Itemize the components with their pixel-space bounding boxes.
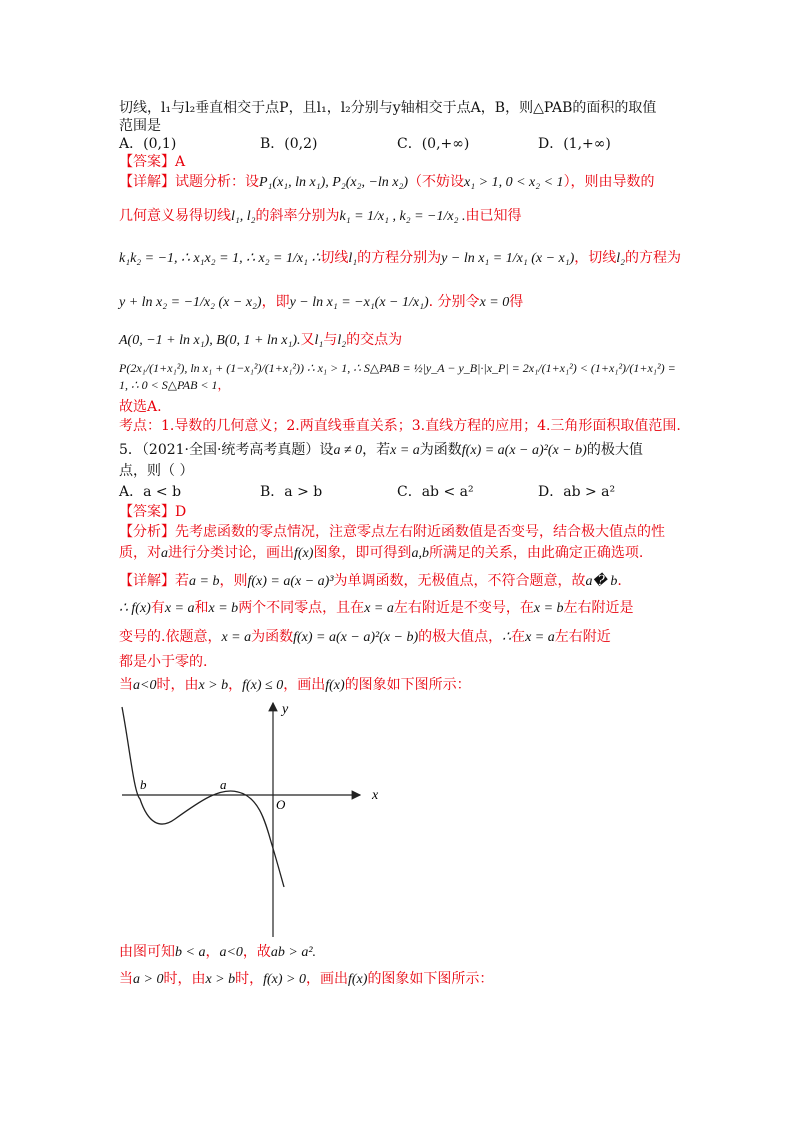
- y-axis-label: y: [282, 702, 289, 717]
- math: a = b: [189, 574, 220, 589]
- x-axis-label: x: [372, 788, 379, 803]
- math: f(x) ≤ 0: [242, 678, 284, 693]
- function-curve: [122, 707, 284, 887]
- text: 【详解】若: [119, 573, 189, 589]
- math: a,b: [411, 546, 429, 561]
- math: P(2x₁/(1+x₁²), ln x₁ + (1−x₁²)/(1+x₁²)) ∴ x₁ > 1, ∴ S△PAB = ½|y_A − y_B|·|x_P| = 2x₁/(1+x₁²) < (1+x₁²)/(1+x₁²) = 1, ∴ 0 < S△PAB < 1: [119, 361, 676, 392]
- text: ，: [228, 677, 243, 693]
- math: ab > a².: [270, 945, 317, 960]
- text: 和: [194, 600, 209, 616]
- text: 的交点为: [346, 332, 403, 348]
- text: 的极大值: [586, 442, 643, 458]
- text: 由已知得: [465, 208, 522, 224]
- math: x = a: [364, 601, 394, 616]
- point-a-label: a: [220, 777, 227, 792]
- q5-option-a: A．a < b: [119, 484, 182, 500]
- text: 的方程为: [625, 250, 682, 266]
- math: f(x) > 0: [263, 972, 306, 987]
- math: f(x) = a(x − a)³: [247, 574, 334, 589]
- math: x = 0: [479, 295, 510, 310]
- math: a > 0: [133, 972, 164, 987]
- text: 时，由: [156, 677, 199, 693]
- math: x = a: [525, 630, 555, 645]
- math: x₁ > 1, 0 < x₂ < 1: [464, 175, 564, 190]
- point-b-label: b: [140, 777, 147, 792]
- text: 的方程分别为: [357, 250, 442, 266]
- prev-detail-line2: [119, 206, 521, 227]
- text: （不妨设: [408, 174, 465, 190]
- prev-option-b: B．(0,2): [260, 136, 318, 152]
- math: P₁(x₁, ln x₁), P₂(x₂, −ln x₂): [259, 175, 409, 190]
- prev-kaodian: 考点：1.导数的几何意义；2.两直线垂直关系；3.直线方程的应用；4.三角形面积取值范围.: [119, 418, 681, 434]
- text: ，切线: [574, 250, 617, 266]
- text: 时，: [235, 971, 264, 987]
- origin-label: O: [276, 797, 286, 812]
- prev-detail-line1: [119, 172, 655, 193]
- math: y + ln x₂ = −1/x₂ (x − x₂): [119, 295, 262, 310]
- q5-case1-line: [119, 675, 471, 696]
- math: k₁ = 1/x₁ , k₂ = −1/x₂ .: [339, 209, 466, 224]
- text: 为单调函数，无极值点，不符合题意，故: [333, 573, 586, 589]
- prev-detail-line4: [119, 292, 523, 313]
- q5-analysis-line2: [119, 543, 643, 564]
- q5-detail-line4: 都是小于零的.: [119, 654, 208, 670]
- q5-stem-line2: 点，则（ ）: [119, 463, 194, 479]
- math: l₁: [348, 251, 358, 266]
- text: ，若: [362, 442, 391, 458]
- text: 有: [150, 600, 165, 616]
- prev-conclusion: 故选A.: [119, 399, 162, 415]
- math: l₂: [337, 333, 347, 348]
- math: x > b: [198, 678, 229, 693]
- math: f(x): [325, 678, 345, 693]
- text: ，画出: [306, 971, 348, 987]
- text: 的极大值点，: [418, 629, 503, 645]
- math: a<0: [219, 945, 243, 960]
- text: ，故: [242, 944, 271, 960]
- text: ，即: [261, 294, 290, 310]
- text: ，: [217, 378, 230, 392]
- math: b < a: [175, 945, 206, 960]
- math: ∴ f(x): [119, 601, 151, 616]
- math: x = b: [208, 601, 239, 616]
- q5-answer: 【答案】D: [119, 504, 187, 520]
- prev-detail-line6: [119, 360, 679, 394]
- text: ，画出: [283, 677, 326, 693]
- q5-detail-line1: [119, 571, 622, 592]
- math: a: [161, 546, 168, 561]
- text: 当: [119, 971, 133, 987]
- math: f(x) = a(x − a)²(x − b): [293, 630, 419, 645]
- q5-stem-line1: [119, 440, 643, 461]
- math: x = a: [221, 630, 252, 645]
- math: l₁: [314, 333, 324, 348]
- q5-result1: [119, 942, 316, 963]
- math: f(x) = a(x − a)²(x − b): [461, 443, 587, 458]
- math: x = b: [533, 601, 564, 616]
- text: 由图可知: [119, 944, 175, 960]
- math: A(0, −1 + ln x₁), B(0, 1 + ln x₁).: [119, 333, 301, 348]
- text: 5．（2021·全国·统考高考真题）设: [119, 442, 334, 458]
- text: 在: [511, 629, 526, 645]
- prev-option-c: C．(0,+∞): [397, 136, 470, 152]
- q5-analysis-line1: 【分析】先考虑函数的零点情况，注意零点左右附近函数值是否变号，结合极大值点的性: [119, 524, 665, 540]
- q5-detail-line3: [119, 627, 611, 648]
- math: f(x): [348, 972, 368, 987]
- text: 为函数: [251, 629, 294, 645]
- text: 时，由: [163, 971, 206, 987]
- math: ∴: [502, 630, 512, 645]
- text: 几何意义易得切线: [119, 208, 231, 224]
- q5-option-b: B．a > b: [260, 484, 323, 500]
- text: 变号的.依题意，: [119, 629, 222, 645]
- prev-option-d: D．(1,+∞): [538, 136, 611, 152]
- math: a� b: [585, 574, 618, 589]
- text: 进行分类讨论，画出: [168, 545, 294, 561]
- text: 【详解】试题分析：设: [119, 174, 259, 190]
- function-graph: [110, 695, 380, 940]
- math: a ≠ 0: [333, 443, 363, 458]
- text: 的斜率分别为: [255, 208, 340, 224]
- math: y − ln x₁ = 1/x₁ (x − x₁): [441, 251, 575, 266]
- text: .: [617, 573, 622, 589]
- prev-option-a: A．(0,1): [119, 136, 177, 152]
- text: 两个不同零点，且在: [238, 600, 365, 616]
- q5-case2-line: [119, 969, 493, 990]
- math: x = a: [390, 443, 420, 458]
- q5-option-c: C．ab < a²: [397, 484, 474, 500]
- text: . 分别令: [428, 294, 480, 310]
- text: 左右附近是: [563, 600, 634, 616]
- prev-detail-line3: [119, 248, 681, 269]
- text: 的图象如下图所示：: [367, 971, 494, 987]
- math: a<0: [133, 678, 157, 693]
- math: x = a: [164, 601, 195, 616]
- text: 与: [323, 332, 338, 348]
- math: x > b: [205, 972, 236, 987]
- math: f(x): [294, 546, 314, 561]
- text: 当: [119, 677, 133, 693]
- prev-stem-line1: 切线，l₁与l₂垂直相交于点P，且l₁，l₂分别与y轴相交于点A，B，则△PAB的面积的取值: [119, 100, 657, 116]
- text: ，: [205, 944, 220, 960]
- text: ），则由导数的: [563, 174, 655, 190]
- prev-detail-line5: [119, 330, 402, 351]
- text: 所满足的关系，由此确定正确选项.: [428, 545, 644, 561]
- math: l₁, l₂: [231, 209, 256, 224]
- text: 左右附近: [554, 629, 611, 645]
- text: 左右附近是不变号，在: [393, 600, 534, 616]
- prev-stem-line2: 范围是: [119, 118, 161, 134]
- prev-answer: 【答案】A: [119, 154, 186, 170]
- math: l₂: [616, 251, 626, 266]
- text: 为函数: [419, 442, 462, 458]
- text: ，则: [219, 573, 248, 589]
- q5-option-d: D．ab > a²: [538, 484, 616, 500]
- text: 的图象如下图所示：: [344, 677, 471, 693]
- text: 得: [509, 294, 524, 310]
- math: k₁k₂ = −1, ∴ x₁x₂ = 1, ∴ x₂ = 1/x₁ ∴: [119, 251, 321, 266]
- text: 图象，即可得到: [313, 545, 412, 561]
- text: 质，对: [119, 545, 161, 561]
- text: 切线: [320, 250, 349, 266]
- math: y − ln x₁ = −x₁(x − 1/x₁): [289, 295, 429, 310]
- text: 又: [300, 332, 315, 348]
- q5-detail-line2: [119, 598, 634, 619]
